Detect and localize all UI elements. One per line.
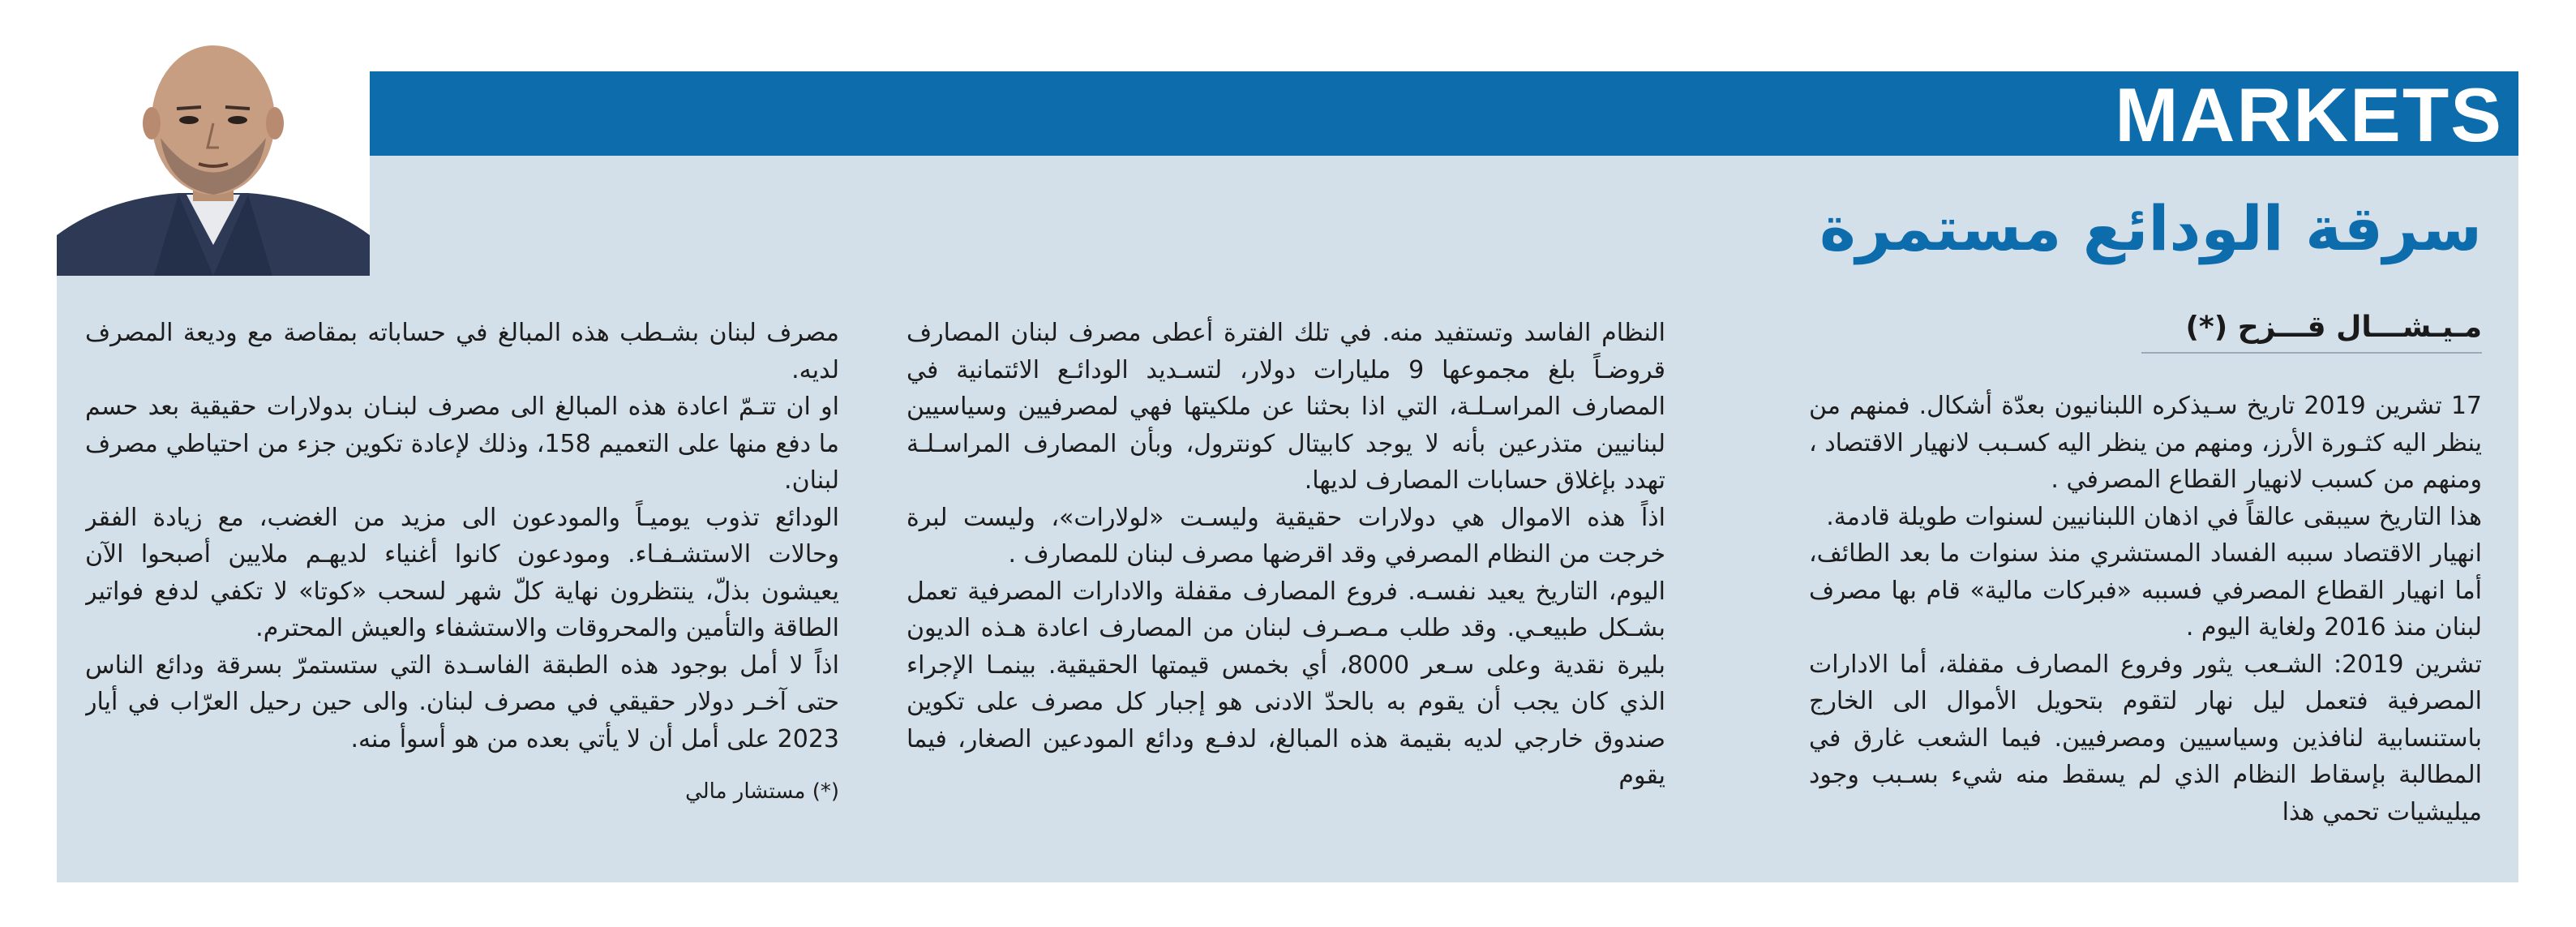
paragraph: تشرين 2019: الشـعب يثور وفروع المصارف مقفلة، أما الادارات المصرفية فتعمل ليل نهار لتقوم بتحويل الأموال الى الخارج باستنسابية لنافذين وسياسيين ومصرفيين. فيما الشعب غارق في المطالبة بإسقاط النظام الذي لم يسقط منه شيء بسـبب وجود ميليشيات تحمي هذا xyxy=(1809,650,2482,826)
paragraph: اليوم، التاريخ يعيد نفسـه. فروع المصارف مقفلة والادارات المصرفية تعمل بشـكل طبيعـي. وقد طلب مـصـرف لبنان من المصارف اعادة هـذه الديون بليرة نقدية وعلى سـعر 8000، أي بخمس قيمتها الحقيقية. بينمـا الإجراء الذي كان يجب أن يقوم به بالحدّ الادنى هو إجبار كل مصرف على تكوين صندوق خارجي لديه بقيمة هذه المبالغ، لدفـع ودائع المودعين الصغار، فيما يقوم xyxy=(907,577,1665,790)
paragraph: انهيار الاقتصاد سببه الفساد المستشري منذ سنوات ما بعد الطائف، أما انهيار القطاع المصرفي فسببه «فبركات مالية» قام بها مصرف لبنان منذ 2016 ولغاية اليوم . xyxy=(1809,539,2482,642)
paragraph: النظام الفاسد وتستفيد منه. في تلك الفترة أعطى مصرف لبنان المصارف قروضـاً بلغ مجموعها 9 مليارات دولار، لتسـديد الودائـع الائتمانية في المصارف المراسـلـة، التي اذا بحثنا عن ملكيتها فهي لمصرفيين وسياسيين لبنانيين متذرعين بأنه لا يوجد كابيتال كونترول، وبأن المصارف المراسـلـة تهدد بإغلاق حسابات المصارف لديها. xyxy=(907,319,1665,495)
author-photo xyxy=(57,32,370,276)
article-headline: سرقة الودائع مستمرة xyxy=(1819,192,2482,264)
paragraph: اذاً لا أمل بوجود هذه الطبقة الفاسـدة التي ستستمرّ بسرقة ودائع الناس حتى آخـر دولار حقيقي في مصرف لبنان. والى حين رحيل العرّاب في أيار 2023 على أمل أن لا يأتي بعده من هو أسوأ منه. xyxy=(85,650,839,753)
paragraph: اذاً هذه الاموال هي دولارات حقيقية وليسـت «لولارات»، وليست لبرة خرجت من النظام المصرفي وقد اقرضها مصرف لبنان للمصارف . xyxy=(907,503,1665,569)
paragraph: هذا التاريخ سيبقى عالقاً في اذهان اللبنانيين لسنوات طويلة قادمة. xyxy=(1826,502,2482,531)
article-column-2 xyxy=(907,315,1665,850)
paragraph: 17 تشرين 2019 تاريخ سـيذكره اللبنانيون بعدّة أشكال. فمنهم من ينظر اليه كثـورة الأرز، ومنهم من ينظر اليه كسـبب لانهيار الاقتصاد ، ومنهم من كسبب لانهيار القطاع المصرفي . xyxy=(1809,392,2482,494)
paragraph: الودائع تذوب يوميـاً والمودعون الى مزيد من الغضب، مع زيادة الفقر وحالات الاستشـفـاء. ومودعون كانوا أغنياء لديهـم ملايين أصبحوا الآن يعيشون بذلّ، ينتظرون نهاية كلّ شهر لسحب «كوتا» لا تكفي لدفع فواتير الطاقة والتأمين والمحروقات والاستشفاء والعيش المحترم. xyxy=(85,503,839,642)
section-label: MARKETS xyxy=(2115,72,2503,157)
article-column-1 xyxy=(1809,388,2482,854)
paragraph: مصرف لبنان بشـطب هذه المبالغ في حساباته بمقاصة مع وديعة المصرف لديه. xyxy=(85,319,839,384)
article-column-3 xyxy=(85,315,839,850)
author-byline: مـيـشـــال قـــزح (*) xyxy=(2141,305,2482,354)
paragraph: او ان تتـمّ اعادة هذه المبالغ الى مصرف لبنـان بدولارات حقيقية بعد حسم ما دفع منها على التعميم 158، وذلك لإعادة تكوين جزء من احتياطي مصرف لبنان. xyxy=(85,393,839,495)
author-footnote: (*) مستشار مالي xyxy=(685,779,839,804)
